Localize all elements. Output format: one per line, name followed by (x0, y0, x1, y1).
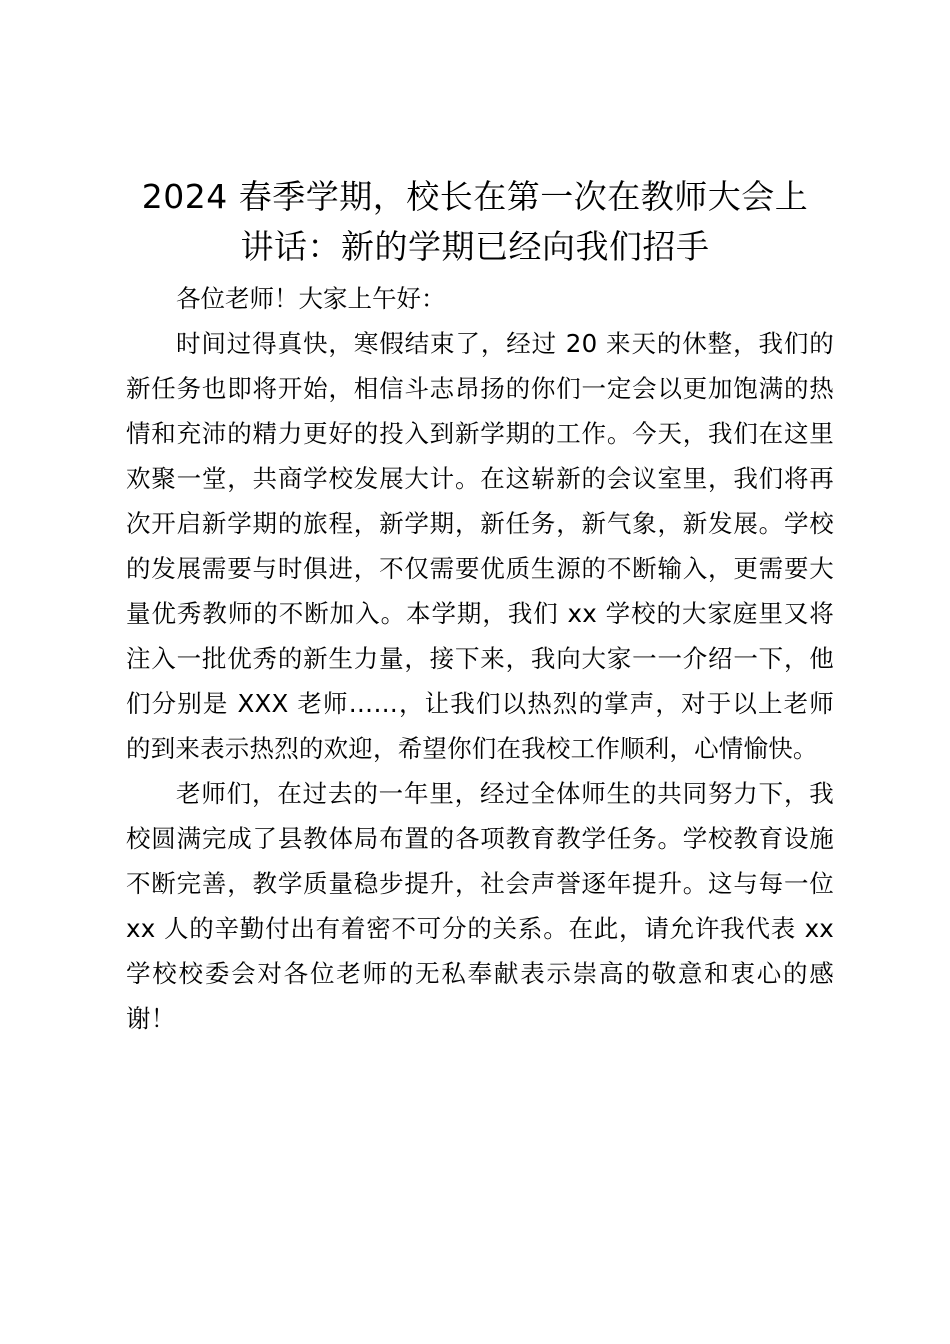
greeting: 各位老师！大家上午好： (176, 284, 446, 313)
document-body (126, 276, 834, 1041)
title-line-2: 讲话：新的学期已经向我们招手 (240, 227, 710, 266)
title-line-1: 2024 春季学期，校长在第一次在教师大会上 (141, 177, 809, 216)
paragraph-1: 时间过得真快，寒假结束了，经过 20 来天的休整，我们的新任务也即将开始，相信斗志昂扬的你们一定会以更加饱满的热情和充沛的精力更好的投入到新学期的工作。今天，我们在这里欢聚一堂，共商学校发展大计。在这崭新的会议室里，我们将再次开启新学期的旅程，新学期，新任务，新气象，新发展。学校的发展需要与时俱进，不仅需要优质生源的不断输入，更需要大量优秀教师的不断加入。本学期，我们 xx 学校的大家庭里又将注入一批优秀的新生力量，接下来，我向大家一一介绍一下，他们分别是 XXX 老师……，让我们以热烈的掌声，对于以上老师的到来表示热烈的欢迎，希望你们在我校工作顺利，心情愉快。 (126, 329, 834, 763)
document-title (100, 172, 850, 272)
paragraph-2: 老师们，在过去的一年里，经过全体师生的共同努力下，我校圆满完成了县教体局布置的各项教育教学任务。学校教育设施不断完善，教学质量稳步提升，社会声誉逐年提升。这与每一位 xx 人的辛勤付出有着密不可分的关系。在此，请允许我代表 xx 学校校委会对各位老师的无私奉献表示崇高的敬意和衷心的感谢！ (126, 779, 834, 1033)
